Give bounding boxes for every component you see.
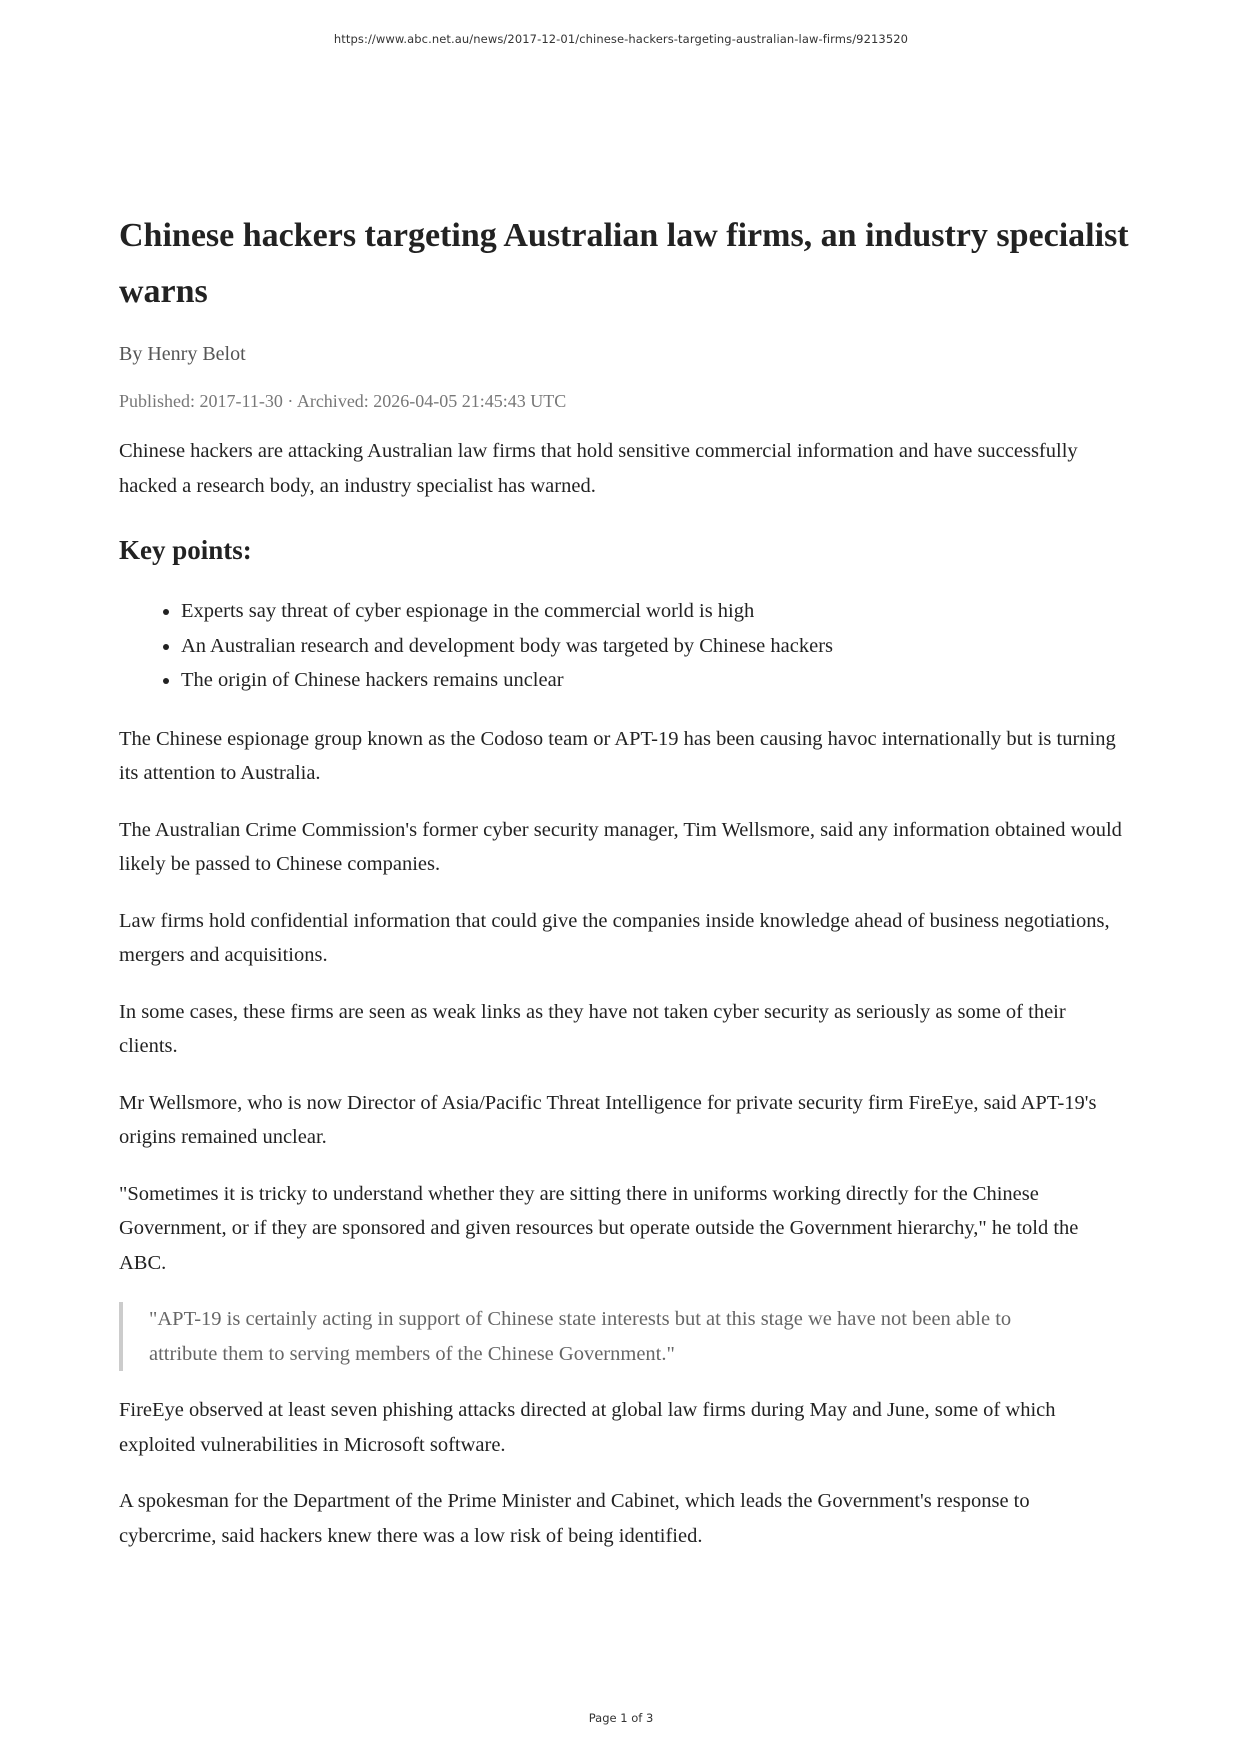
article [119,208,1129,1553]
body-paragraph: Mr Wellsmore, who is now Director of Asia/Pacific Threat Intelligence for private security firm FireEye, said APT-19's origins remained unclear. [119,1091,1097,1148]
body-paragraph: A spokesman for the Department of the Prime Minister and Cabinet, which leads the Government's response to cybercrime, said hackers knew there was a low risk of being identified. [119,1490,1030,1547]
article-meta: Published: 2017-11-30 · Archived: 2026-04-05 21:45:43 UTC [119,391,567,411]
key-point-item: • The origin of Chinese hackers remains unclear [181,663,1129,698]
article-title: Chinese hackers targeting Australian law firms, an industry specialist warns [119,217,1129,310]
body-paragraph: Law firms hold confidential information that could give the companies inside knowledge ahead of business negotiations, mergers and acquisitions. [119,909,1110,966]
pull-quote-text: "APT-19 is certainly acting in support of Chinese state interests but at this stage we have not been able to attribute them to serving members of the Chinese Government." [149,1308,1012,1365]
body-paragraph: In some cases, these firms are seen as weak links as they have not taken cyber security as seriously as some of their clients. [119,1000,1066,1057]
body-paragraph: "Sometimes it is tricky to understand whether they are sitting there in uniforms working directly for the Chinese Government, or if they are sponsored and given resources but operate outside the Government hierarchy," he told the ABC. [119,1182,1079,1274]
body-paragraph: FireEye observed at least seven phishing attacks directed at global law firms during May and June, some of which exploited vulnerabilities in Microsoft software. [119,1399,1056,1456]
body-paragraph: The Chinese espionage group known as the Codoso team or APT-19 has been causing havoc internationally but is turning its attention to Australia. [119,727,1116,784]
page-number: Page 1 of 3 [588,1711,654,1725]
pull-quote [119,1302,1129,1371]
body-paragraph: The Australian Crime Commission's former cyber security manager, Tim Wellsmore, said any information obtained would likely be passed to Chinese companies. [119,818,1122,875]
page-url: https://www.abc.net.au/news/2017-12-01/chinese-hackers-targeting-australian-law-firms/9213520 [333,32,909,46]
key-point-item: • An Australian research and development body was targeted by Chinese hackers [181,629,1129,664]
key-points-heading: Key points: [119,535,252,565]
lead-paragraph: Chinese hackers are attacking Australian law firms that hold sensitive commercial information and have successfully hacked a research body, an industry specialist has warned. [119,440,1078,497]
key-point-item: • Experts say threat of cyber espionage in the commercial world is high [181,594,1129,629]
key-points-list [119,594,1129,698]
article-byline: By Henry Belot [119,343,246,365]
